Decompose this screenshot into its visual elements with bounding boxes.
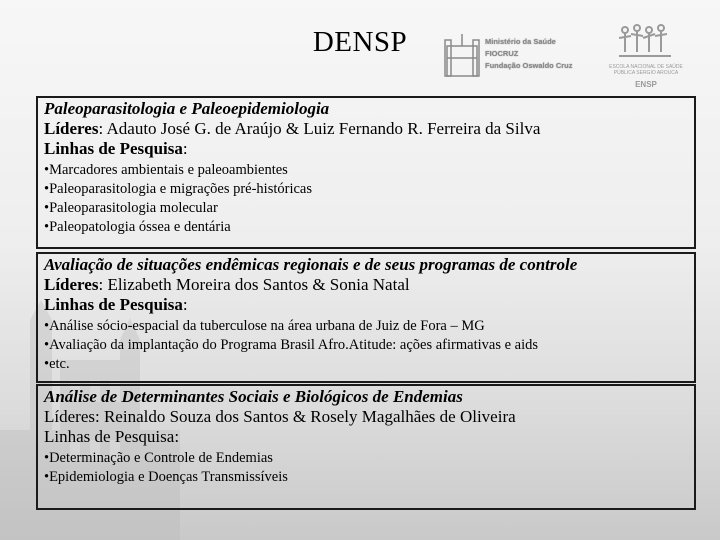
- fiocruz-castle-icon: [443, 32, 481, 78]
- research-lines-colon: :: [182, 294, 188, 314]
- research-lines-label: Linhas de Pesquisa: [44, 294, 183, 314]
- research-lines-colon: :: [174, 426, 180, 446]
- research-lines-header: [44, 295, 694, 315]
- leaders-label: Líderes: [44, 119, 99, 138]
- research-group-box-2: [36, 252, 696, 383]
- research-lines-header: [44, 139, 694, 159]
- research-group-box-1: [36, 96, 696, 249]
- group-heading: Análise de Determinantes Sociais e Biológicos de Endemias: [44, 387, 463, 406]
- leaders-names: : Adauto José G. de Araújo & Luiz Fernando R. Ferreira da Silva: [98, 119, 541, 138]
- list-item: • Paleoparasitologia e migrações pré-históricas: [44, 180, 694, 199]
- group-leaders: [44, 275, 694, 295]
- group-leaders: [44, 119, 694, 139]
- fiocruz-line-1: Ministério da Saúde: [485, 37, 556, 46]
- research-lines-list: [44, 161, 694, 237]
- research-group-box-3: [36, 384, 696, 510]
- research-lines-label: Linhas de Pesquisa: [44, 426, 175, 446]
- fiocruz-logo: [443, 32, 588, 80]
- leaders-label: Líderes: [44, 407, 95, 426]
- ensp-figures-icon: [617, 22, 673, 60]
- list-item: • Epidemiologia e Doenças Transmissíveis: [44, 468, 694, 487]
- page-title: DENSP: [312, 26, 408, 58]
- leaders-names: : Elizabeth Moreira dos Santos & Sonia Natal: [98, 275, 410, 294]
- research-lines-colon: :: [182, 138, 188, 158]
- leaders-names: : Reinaldo Souza dos Santos & Rosely Magalhães de Oliveira: [94, 407, 516, 426]
- fiocruz-line-3: Fundação Oswaldo Cruz: [485, 61, 573, 70]
- research-lines-list: [44, 317, 694, 374]
- list-item: • Análise sócio-espacial da tuberculose na área urbana de Juiz de Fora – MG: [44, 317, 694, 336]
- list-item: • Paleopatologia óssea e dentária: [44, 218, 694, 237]
- ensp-full-name: ESCOLA NACIONAL DE SAÚDE PÚBLICA SERGIO AROUCA: [609, 64, 683, 76]
- list-item: • Avaliação da implantação do Programa Brasil Afro.Atitude: ações afirmativas e aids: [44, 336, 694, 355]
- ensp-label: ENSP: [635, 80, 657, 89]
- leaders-label: Líderes: [44, 275, 99, 294]
- research-lines-header: [44, 427, 694, 447]
- research-lines-list: [44, 449, 694, 487]
- group-heading: Paleoparasitologia e Paleoepidemiologia: [44, 99, 330, 118]
- list-item: • Paleoparasitologia molecular: [44, 199, 694, 218]
- list-item: • Determinação e Controle de Endemias: [44, 449, 694, 468]
- list-item: • Marcadores ambientais e paleoambientes: [44, 161, 694, 180]
- research-lines-label: Linhas de Pesquisa: [44, 138, 183, 158]
- group-leaders: [44, 407, 694, 427]
- ensp-logo: [603, 22, 689, 92]
- fiocruz-line-2: FIOCRUZ: [485, 49, 519, 58]
- list-item: • etc.: [44, 355, 694, 374]
- group-heading: Avaliação de situações endêmicas regionais e de seus programas de controle: [44, 255, 578, 274]
